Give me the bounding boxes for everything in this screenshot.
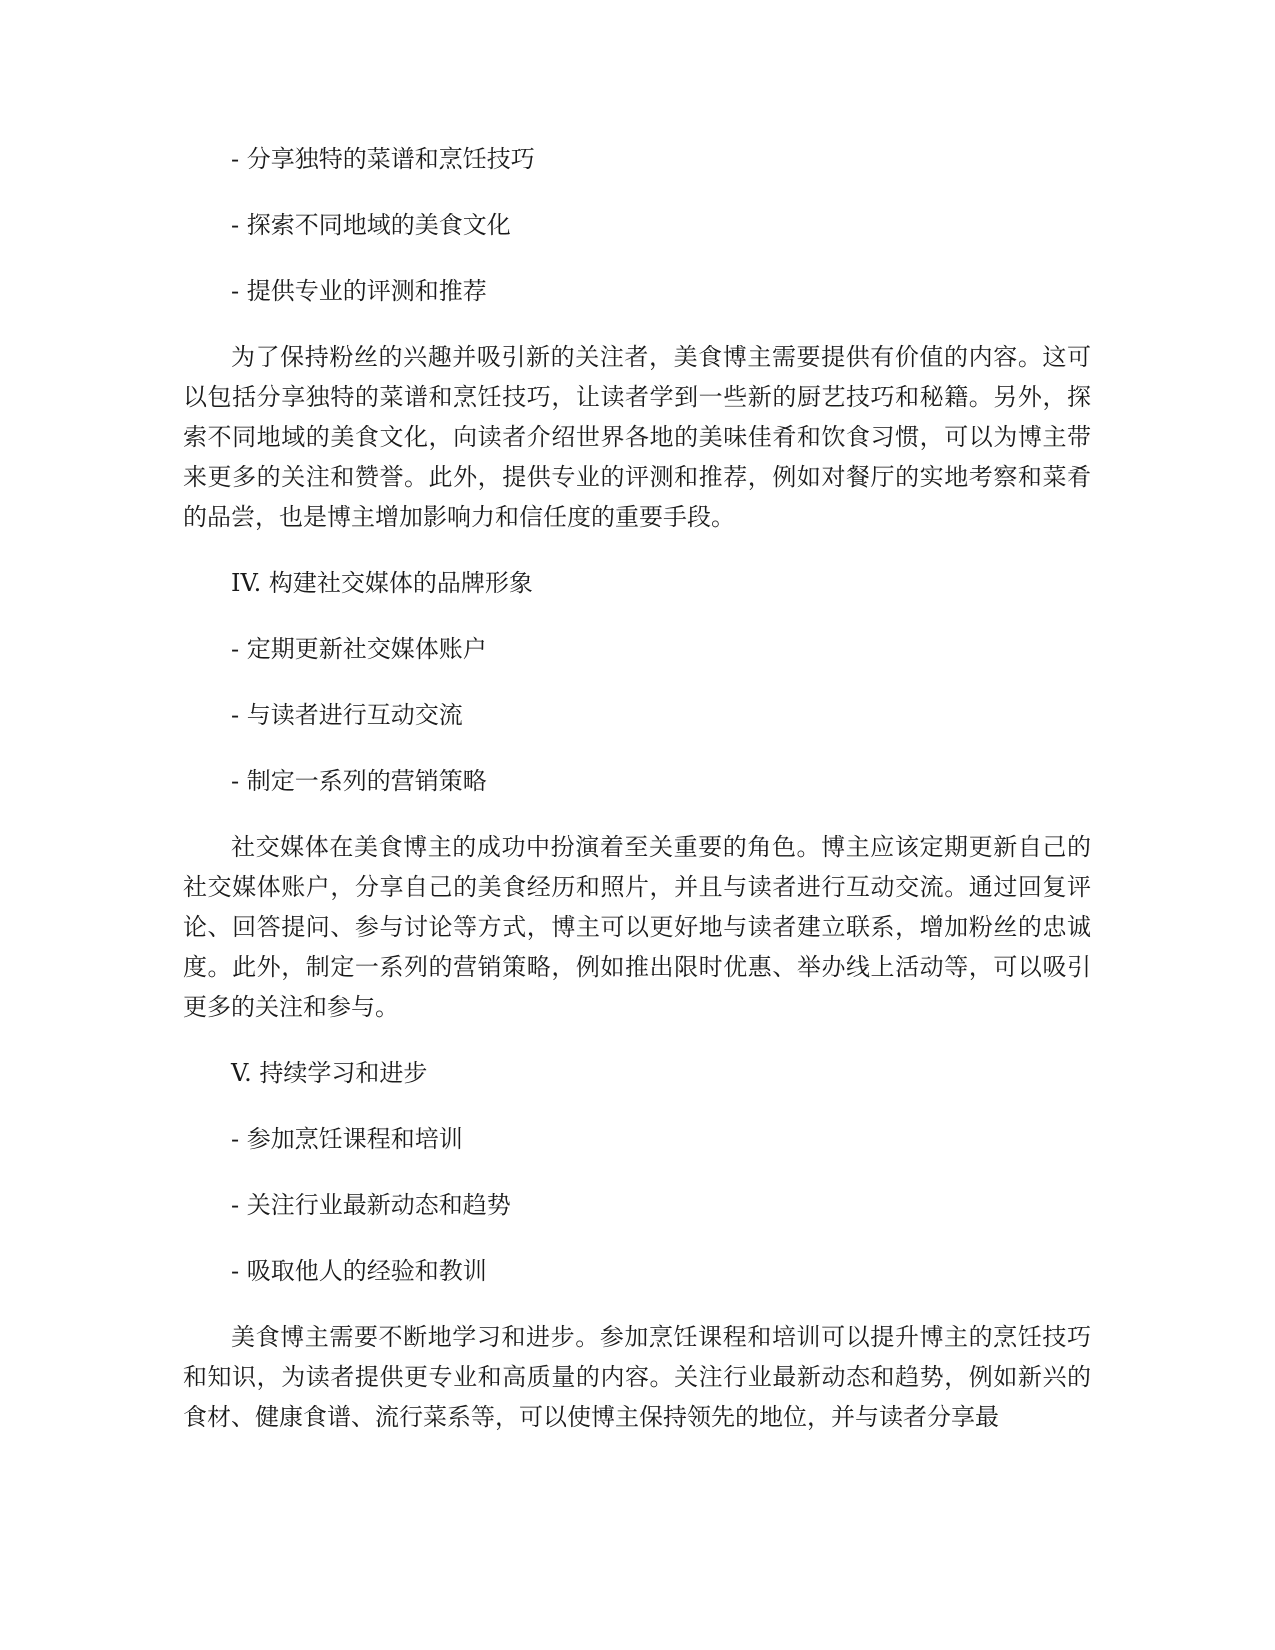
bullet-item: - 与读者进行互动交流: [231, 701, 463, 729]
section-heading: V. 持续学习和进步: [231, 1059, 428, 1087]
bullet-item: - 提供专业的评测和推荐: [231, 277, 487, 305]
body-paragraph: 美食博主需要不断地学习和进步。参加烹饪课程和培训可以提升博主的烹饪技巧和知识，为读者提供更专业和高质量的内容。关注行业最新动态和趋势，例如新兴的食材、健康食谱、流行菜系等，可以使博主保持领先的地位，并与读者分享最: [183, 1323, 1091, 1431]
body-paragraph: 社交媒体在美食博主的成功中扮演着至关重要的角色。博主应该定期更新自己的社交媒体账户，分享自己的美食经历和照片，并且与读者进行互动交流。通过回复评论、回答提问、参与讨论等方式，博主可以更好地与读者建立联系，增加粉丝的忠诚度。此外，制定一系列的营销策略，例如推出限时优惠、举办线上活动等，可以吸引更多的关注和参与。: [183, 833, 1091, 1021]
bullet-item: - 制定一系列的营销策略: [231, 767, 487, 795]
bullet-item: - 分享独特的菜谱和烹饪技巧: [231, 145, 535, 173]
section-heading: IV. 构建社交媒体的品牌形象: [231, 569, 533, 597]
bullet-item: - 关注行业最新动态和趋势: [231, 1191, 511, 1219]
bullet-item: - 定期更新社交媒体账户: [231, 635, 487, 663]
bullet-item: - 参加烹饪课程和培训: [231, 1125, 463, 1153]
bullet-item: - 吸取他人的经验和教训: [231, 1257, 487, 1285]
bullet-item: - 探索不同地域的美食文化: [231, 211, 511, 239]
document-body: [183, 139, 1091, 1463]
body-paragraph: 为了保持粉丝的兴趣并吸引新的关注者，美食博主需要提供有价值的内容。这可以包括分享独特的菜谱和烹饪技巧，让读者学到一些新的厨艺技巧和秘籍。另外，探索不同地域的美食文化，向读者介绍世界各地的美味佳肴和饮食习惯，可以为博主带来更多的关注和赞誉。此外，提供专业的评测和推荐，例如对餐厅的实地考察和菜肴的品尝，也是博主增加影响力和信任度的重要手段。: [183, 343, 1091, 531]
